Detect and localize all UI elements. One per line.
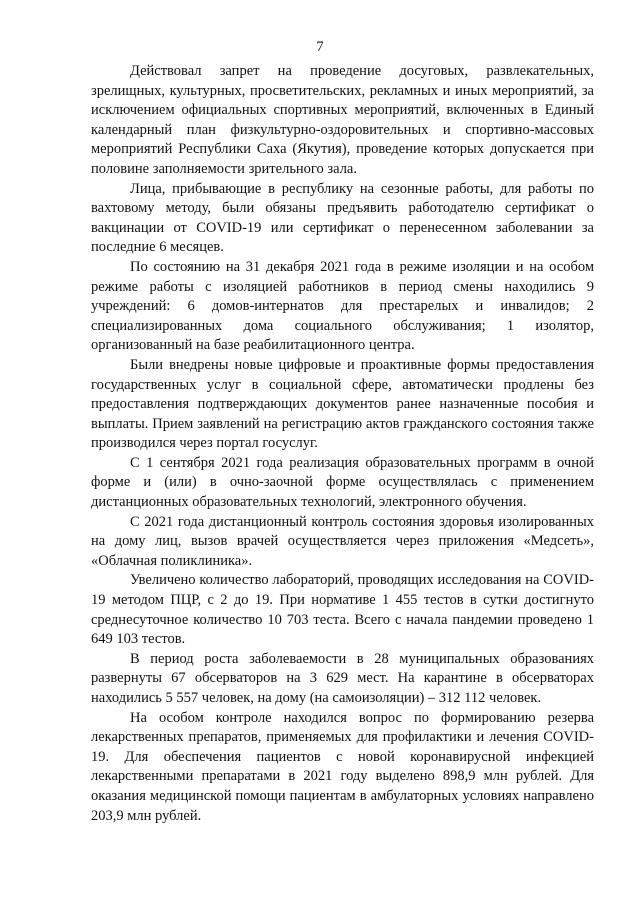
paragraph-observatories: В период роста заболеваемости в 28 муниципальных образованиях развернуты 67 обсерваторов на 3 629 мест. На карантине в обсерваторах находились 5 557 человек, на дому (на самоизоляции) – 312 112 человек. [91,650,594,706]
paragraph-pcr-laboratories: Увеличено количество лабораторий, проводящих исследования на COVID-19 методом ПЦР, с 2 до 19. При нормативе 1 455 тестов в сутки достигнуто среднесуточное количество 10 703 теста. Всего с начала пандемии проведено 1 649 103 тестов. [91,572,594,648]
paragraph-medicine-reserve: На особом контроле находился вопрос по формированию резерва лекарственных препаратов, применяемых для профилактики и лечения COVID-19. Для обеспечения пациентов с новой коронавирусной инфекцией лекарственными препаратами в 2021 году выделено 898,9 млн рублей. Для оказания медицинской помощи пациентам в амбулаторных условиях направлено 203,9 млн рублей. [91,709,594,824]
document-body [91,62,594,826]
paragraph-digital-services: Были внедрены новые цифровые и проактивные формы предоставления государственных услуг в социальной сфере, автоматически продлены без предоставления подтверждающих документов ранее назначенные пособия и выплаты. Прием заявлений на регистрацию актов гражданского состояния также производился через портал госуслуг. [91,356,594,452]
page-number: 7 [316,39,324,55]
paragraph-remote-health-monitoring: С 2021 года дистанционный контроль состояния здоровья изолированных на дому лиц, вызов врачей осуществляется через приложения «Медсеть», «Облачная поликлиника». [91,513,594,569]
paragraph-isolation-institutions: По состоянию на 31 декабря 2021 года в режиме изоляции и на особом режиме работы с изоляцией работников в период смены находились 9 учреждений: 6 домов-интернатов для престарелых и инвалидов; 2 специализированных дома социального обслуживания; 1 изолятор, организованный на базе реабилитационного центра. [91,258,594,354]
paragraph-distance-education: С 1 сентября 2021 года реализация образовательных программ в очной форме и (или) в очно-заочной форме осуществлялась с применением дистанционных образовательных технологий, электронного обучения. [91,454,594,511]
paragraph-seasonal-workers: Лица, прибывающие в республику на сезонные работы, для работы по вахтовому методу, были обязаны предъявить работодателю сертификат о вакцинации от COVID-19 или сертификат о перенесенном заболевании за последние 6 месяцев. [91,180,594,256]
paragraph-event-restrictions: Действовал запрет на проведение досуговых, развлекательных, зрелищных, культурных, просветительских, рекламных и иных мероприятий, за исключением официальных спортивных мероприятий, включенных в Единый календарный план физкультурно-оздоровительных и спортивно-массовых мероприятий Республики Саха (Якутия), проведение которых допускается при половине заполняемости зрительного зала. [91,63,594,177]
